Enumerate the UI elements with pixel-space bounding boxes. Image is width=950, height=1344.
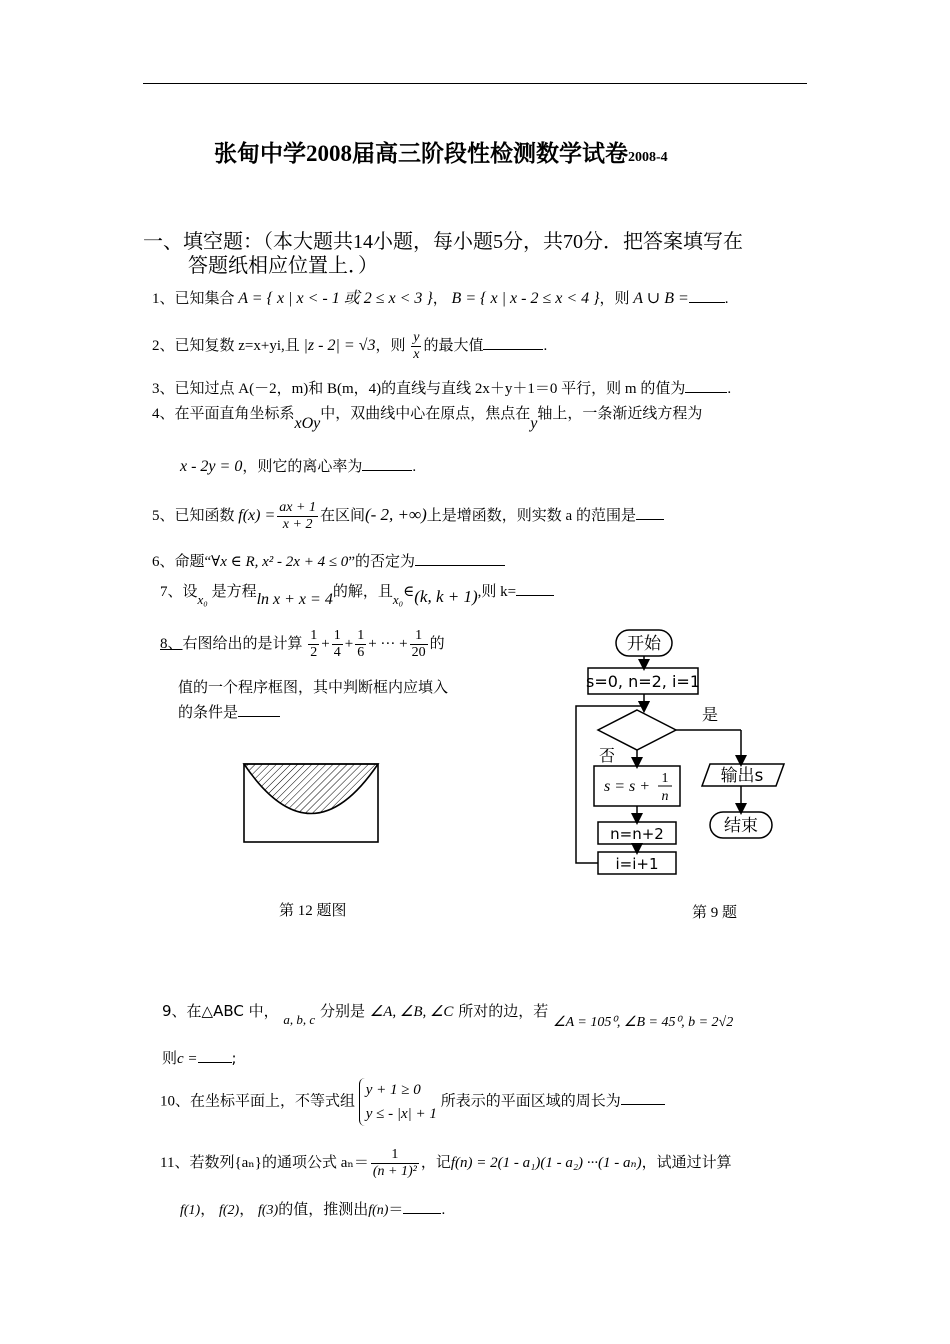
answer-blank[interactable] [636,505,664,520]
question-9-cont: 则c = ; [162,1049,237,1067]
question-4: 4、在平面直角坐标系xOy中，双曲线中心在原点，焦点在y轴上，一条渐近线方程为 [152,406,703,432]
question-11-cont: f(1)， f(2)， f(3)的值，推测出f(n)＝ . [180,1198,445,1219]
section-heading-cont: 答题纸相应位置上．） [188,255,378,277]
flow-step2-label: i=i+1 [615,855,659,873]
figure-12-caption: 第 12 题图 [279,903,347,919]
section-heading: 一、填空题：（本大题共14小题，每小题5分，共70分．把答案填写在 [143,231,743,253]
flow-yes-label: 是 [702,705,719,724]
question-8-line2: 值的一个程序框图，其中判断框内应填入 [178,680,449,696]
flow-init-label: s=0, n=2, i=1 [585,672,701,691]
answer-blank[interactable] [238,702,280,717]
answer-blank[interactable] [689,288,725,303]
question-11: 11、若数列{aₙ}的通项公式 aₙ＝ $\frac{1}{\text{(n + 1)²}}$ ，记f(n) = 2(1 - a₁)(1 - a₂) ···(1 - aₙ)，试通过计算 [160,1147,732,1180]
answer-blank[interactable] [198,1048,232,1063]
flow-start-label: 开始 [627,634,661,654]
answer-blank[interactable] [516,581,554,596]
answer-blank[interactable] [483,335,543,350]
flow-assign-label: s = s + [604,778,651,795]
answer-blank[interactable] [362,456,412,471]
title-date: 2008-4 [628,150,668,165]
question-5: 5、已知函数 f(x) = $\frac{ax + 1}{x + 2}$ 在区间(- 2, +∞)上是增函数，则实数 a 的范围是 [152,500,664,533]
question-8: 8、右图给出的是计算 $\frac{1}{2}$ + $\frac{1}{4}$ + $\frac{1}{6}$ + ··· + $\frac{1}{20}$ 的 [160,628,445,661]
answer-blank[interactable] [415,551,505,566]
flow-decision-shape [598,710,676,750]
question-1: 1、已知集合 A = { x | x < - 1 或 2 ≤ x < 3 }， B = { x | x - 2 ≤ x < 4 }，则 A ∪ B = . [152,290,729,307]
question-3: 3、已知过点 A(－2，m)和 B(m，4)的直线与直线 2x＋y＋1＝0 平行，则 m 的值为 . [152,377,731,398]
answer-blank[interactable] [403,1199,441,1214]
question-10: 10、在坐标平面上，不等式组 y + 1 ≥ 0 y ≤ - |x| + 1 所表示的平面区域的周长为 [160,1078,665,1126]
flow-step1-label: n=n+2 [610,825,664,843]
flow-no-label: 否 [599,746,616,765]
answer-blank[interactable] [685,378,727,393]
question-2: 2、已知复数 z=x+yi,且 |z - 2| = √3，则 $\frac{y}{x}$ 的最大值 . [152,330,548,363]
question-9: 9、在△ABC 中， a, b, c 分别是 ∠A, ∠B, ∠C 所对的边，若 ∠A = 105⁰, ∠B = 45⁰, b = 2√2 [162,1002,734,1030]
flow-output-label: 输出s [720,766,764,786]
figure-12-envelope [240,758,382,846]
top-rule [143,83,807,84]
page-title: 张甸中学2008届高三阶段性检测数学试卷2008-4 [214,141,668,166]
question-8-line3: 的条件是 [178,701,280,722]
flow-assign-num: 1 [661,771,669,786]
flowchart-caption: 第 9 题 [692,905,738,921]
flowchart [570,626,800,896]
flow-assign-den: n [661,789,669,804]
question-6: 6、命题“∀x ∈ R, x² - 2x + 4 ≤ 0”的否定为 [152,550,505,571]
flow-end-label: 结束 [724,816,758,836]
question-7: 7、设x₀ 是方程ln x + x = 4的解，且x₀∈(k, k + 1),则 k= [160,580,554,601]
question-4-cont: x - 2y = 0，则它的离心率为 . [180,458,417,475]
answer-blank[interactable] [621,1090,665,1105]
